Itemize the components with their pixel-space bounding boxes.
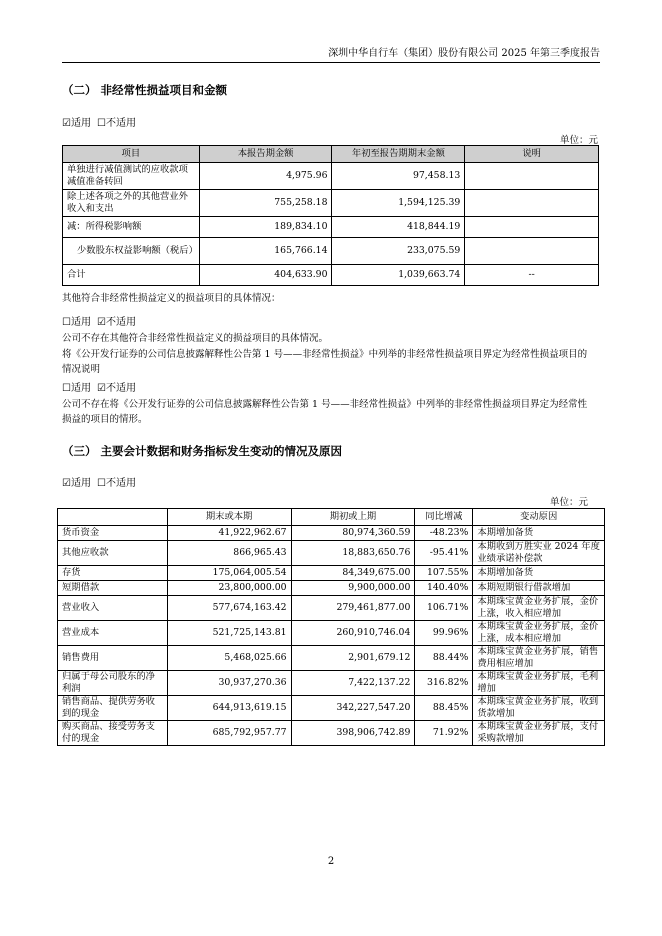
financial-changes-table — [57, 508, 605, 746]
table-row — [63, 190, 599, 217]
column-header — [58, 509, 168, 526]
applicability-row-1 — [62, 114, 136, 129]
row-reason: 本期珠宝黄金业务扩展，金价上涨，成本相应增加 — [473, 621, 605, 646]
row-prior: 398,906,742.89 — [291, 721, 415, 746]
row-change: 316.82% — [415, 671, 473, 696]
row-prior: 2,901,679.12 — [291, 646, 415, 671]
table-header-row — [63, 146, 599, 163]
row-change: -95.41% — [415, 541, 473, 566]
table-header-row — [58, 509, 605, 526]
row-note — [465, 163, 599, 190]
row-current: 4,975.96 — [199, 163, 332, 190]
row-change: 88.44% — [415, 646, 473, 671]
row-change: 71.92% — [415, 721, 473, 746]
row-ytd: 1,594,125.39 — [332, 190, 465, 217]
row-change: 106.71% — [415, 596, 473, 621]
row-prior: 7,422,137.22 — [291, 671, 415, 696]
row-current: 23,800,000.00 — [167, 581, 291, 596]
applicable-checkbox: ☑适用 — [62, 118, 91, 129]
report-title: 深圳中华自行车（集团）股份有限公司 2025 年第三季度报告 — [328, 48, 600, 59]
row-change: -48.23% — [415, 526, 473, 541]
applicability-row-2 — [62, 313, 136, 328]
row-item: 归属于母公司股东的净利润 — [58, 671, 168, 696]
row-note — [465, 190, 599, 217]
row-item: 购买商品、接受劳务支付的现金 — [58, 721, 168, 746]
not-applicable-checkbox: ☑不适用 — [97, 383, 136, 394]
row-item: 销售商品、提供劳务收到的现金 — [58, 696, 168, 721]
column-header: 变动原因 — [473, 509, 605, 526]
row-reason: 本期珠宝黄金业务扩展，金价上涨，收入相应增加 — [473, 596, 605, 621]
not-applicable-checkbox: ☑不适用 — [97, 317, 136, 328]
section-title-changes: （三） 主要会计数据和财务指标发生变动的情况及原因 — [62, 444, 343, 458]
applicable-checkbox: ☐适用 — [62, 317, 91, 328]
row-change: 88.45% — [415, 696, 473, 721]
section-title-nonrecurring: （二） 非经常性损益项目和金额 — [62, 83, 228, 97]
row-item: 销售费用 — [58, 646, 168, 671]
applicability-row-3 — [62, 379, 136, 394]
row-item: 少数股东权益影响额（税后） — [63, 238, 200, 265]
column-header: 说明 — [465, 146, 599, 163]
column-header: 项目 — [63, 146, 200, 163]
column-header: 期初或上期 — [291, 509, 415, 526]
row-item: 除上述各项之外的其他营业外收入和支出 — [63, 190, 200, 217]
other-items-title: 其他符合非经常性损益定义的损益项目的具体情况： — [62, 293, 281, 304]
row-reason: 本期增加备货 — [473, 566, 605, 581]
row-prior: 18,883,650.76 — [291, 541, 415, 566]
row-prior: 84,349,675.00 — [291, 566, 415, 581]
row-current: 577,674,163.42 — [167, 596, 291, 621]
table-row-total — [63, 265, 599, 286]
table-row — [58, 646, 605, 671]
row-current: 521,725,143.81 — [167, 621, 291, 646]
row-change: 107.55% — [415, 566, 473, 581]
row-current: 189,834.10 — [199, 217, 332, 238]
table-row — [58, 671, 605, 696]
nonrecurring-table — [62, 145, 599, 286]
row-current: 755,258.18 — [199, 190, 332, 217]
row-current: 866,965.43 — [167, 541, 291, 566]
row-item: 合计 — [63, 265, 200, 286]
column-header: 本报告期金额 — [199, 146, 332, 163]
row-item: 营业成本 — [58, 621, 168, 646]
row-reason: 本期珠宝黄金业务扩展，销售费用相应增加 — [473, 646, 605, 671]
other-items-text: 公司不存在其他符合非经常性损益定义的损益项目的具体情况。 — [62, 333, 329, 344]
row-note — [465, 217, 599, 238]
row-reason: 本期珠宝黄金业务扩展，毛利增加 — [473, 671, 605, 696]
row-reason: 本期增加备货 — [473, 526, 605, 541]
row-ytd: 97,458.13 — [332, 163, 465, 190]
reclass-text: 公司不存在将《公开发行证券的公司信息披露解释性公告第 1 号——非经常性损益》中列举的非经常性损益项目界定为经常性损益的项目的情形。 — [62, 399, 588, 425]
row-item: 减：所得税影响额 — [63, 217, 200, 238]
row-current: 5,468,025.66 — [167, 646, 291, 671]
row-ytd: 233,075.59 — [332, 238, 465, 265]
row-item: 存货 — [58, 566, 168, 581]
unit-label-1: 单位：元 — [559, 135, 598, 146]
row-prior: 342,227,547.20 — [291, 696, 415, 721]
row-item: 短期借款 — [58, 581, 168, 596]
column-header: 年初至报告期期末金额 — [332, 146, 465, 163]
applicability-row-4 — [62, 474, 136, 489]
row-current: 404,633.90 — [199, 265, 332, 286]
row-prior: 260,910,746.04 — [291, 621, 415, 646]
row-current: 685,792,957.77 — [167, 721, 291, 746]
table-row — [63, 238, 599, 265]
row-ytd: 418,844.19 — [332, 217, 465, 238]
applicable-checkbox: ☐适用 — [62, 383, 91, 394]
row-item: 单独进行减值测试的应收款项减值准备转回 — [63, 163, 200, 190]
page-header — [62, 44, 600, 63]
row-note — [465, 238, 599, 265]
row-change: 99.96% — [415, 621, 473, 646]
table-row — [58, 621, 605, 646]
row-reason: 本期短期银行借款增加 — [473, 581, 605, 596]
row-current: 644,913,619.15 — [167, 696, 291, 721]
row-item: 其他应收款 — [58, 541, 168, 566]
row-prior: 279,461,877.00 — [291, 596, 415, 621]
table-row — [58, 541, 605, 566]
row-note: -- — [465, 265, 599, 286]
table-row — [63, 217, 599, 238]
not-applicable-checkbox: ☐不适用 — [97, 118, 136, 129]
row-item: 营业收入 — [58, 596, 168, 621]
table-row — [58, 581, 605, 596]
reclass-title: 将《公开发行证券的公司信息披露解释性公告第 1 号——非经常性损益》中列举的非经常性损益项目界定为经常性损益项目的情况说明 — [62, 349, 588, 375]
row-current: 175,064,005.54 — [167, 566, 291, 581]
not-applicable-checkbox: ☐不适用 — [97, 478, 136, 489]
row-reason: 本期收到万胜实业 2024 年度业绩承诺补偿款 — [473, 541, 605, 566]
column-header: 期末或本期 — [167, 509, 291, 526]
row-current: 30,937,270.36 — [167, 671, 291, 696]
row-item: 货币资金 — [58, 526, 168, 541]
row-reason: 本期珠宝黄金业务扩展，支付采购款增加 — [473, 721, 605, 746]
applicable-checkbox: ☑适用 — [62, 478, 91, 489]
column-header: 同比增减 — [415, 509, 473, 526]
row-current: 41,922,962.67 — [167, 526, 291, 541]
table-row — [58, 721, 605, 746]
row-ytd: 1,039,663.74 — [332, 265, 465, 286]
page-number: 2 — [327, 856, 335, 867]
unit-label-2: 单位：元 — [549, 497, 588, 508]
table-row — [58, 526, 605, 541]
table-row — [58, 696, 605, 721]
row-prior: 80,974,360.59 — [291, 526, 415, 541]
row-current: 165,766.14 — [199, 238, 332, 265]
row-reason: 本期珠宝黄金业务扩展，收到货款增加 — [473, 696, 605, 721]
row-prior: 9,900,000.00 — [291, 581, 415, 596]
table-row — [63, 163, 599, 190]
row-change: 140.40% — [415, 581, 473, 596]
table-row — [58, 566, 605, 581]
table-row — [58, 596, 605, 621]
